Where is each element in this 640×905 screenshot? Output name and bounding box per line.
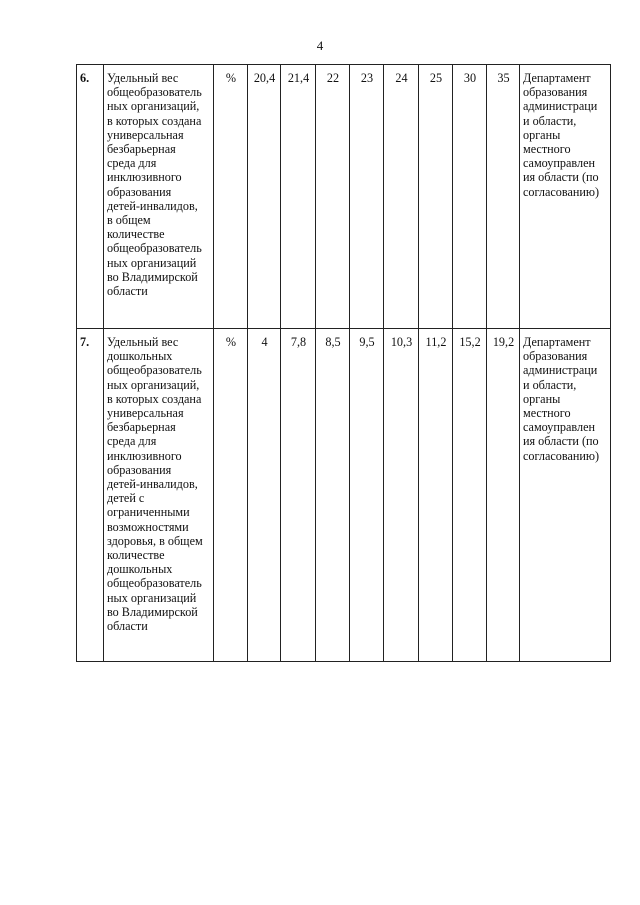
value-cell: 24 [384, 65, 419, 329]
value-cell: 9,5 [350, 329, 384, 662]
row-number: 7. [77, 329, 104, 662]
value-cell: 25 [419, 65, 453, 329]
value-cell: 15,2 [453, 329, 487, 662]
value-cell: 20,4 [248, 65, 281, 329]
value-cell: 21,4 [281, 65, 316, 329]
indicator-name: Удельный вес дошкольных общеобразователь ных организаций, в которых создана универсальная безбарьерная среда для инклюзивного образования детей-инвалидов, детей с ограниченными возможностями здоровья, в общем количестве дошкольных общеобразователь ных организаций во Владимирской области [104, 329, 214, 662]
responsible-cell: Департамент образования администраци и области, органы местного самоуправлен ия области (по согласованию) [520, 65, 611, 329]
row-number: 6. [77, 65, 104, 329]
value-cell: 19,2 [487, 329, 520, 662]
indicator-name: Удельный вес общеобразователь ных организаций, в которых создана универсальная безбарьерная среда для инклюзивного образования детей-инвалидов, в общем количестве общеобразователь ных организаций во Владимирской области [104, 65, 214, 329]
value-cell: 7,8 [281, 329, 316, 662]
table-row [77, 329, 611, 662]
value-cell: 35 [487, 65, 520, 329]
responsible-cell: Департамент образования администраци и области, органы местного самоуправлен ия области (по согласованию) [520, 329, 611, 662]
unit-cell: % [214, 65, 248, 329]
value-cell: 22 [316, 65, 350, 329]
table-row [77, 65, 611, 329]
page-number: 4 [316, 38, 324, 53]
indicators-table [76, 64, 611, 662]
unit-cell: % [214, 329, 248, 662]
value-cell: 30 [453, 65, 487, 329]
value-cell: 10,3 [384, 329, 419, 662]
value-cell: 4 [248, 329, 281, 662]
value-cell: 23 [350, 65, 384, 329]
value-cell: 8,5 [316, 329, 350, 662]
value-cell: 11,2 [419, 329, 453, 662]
